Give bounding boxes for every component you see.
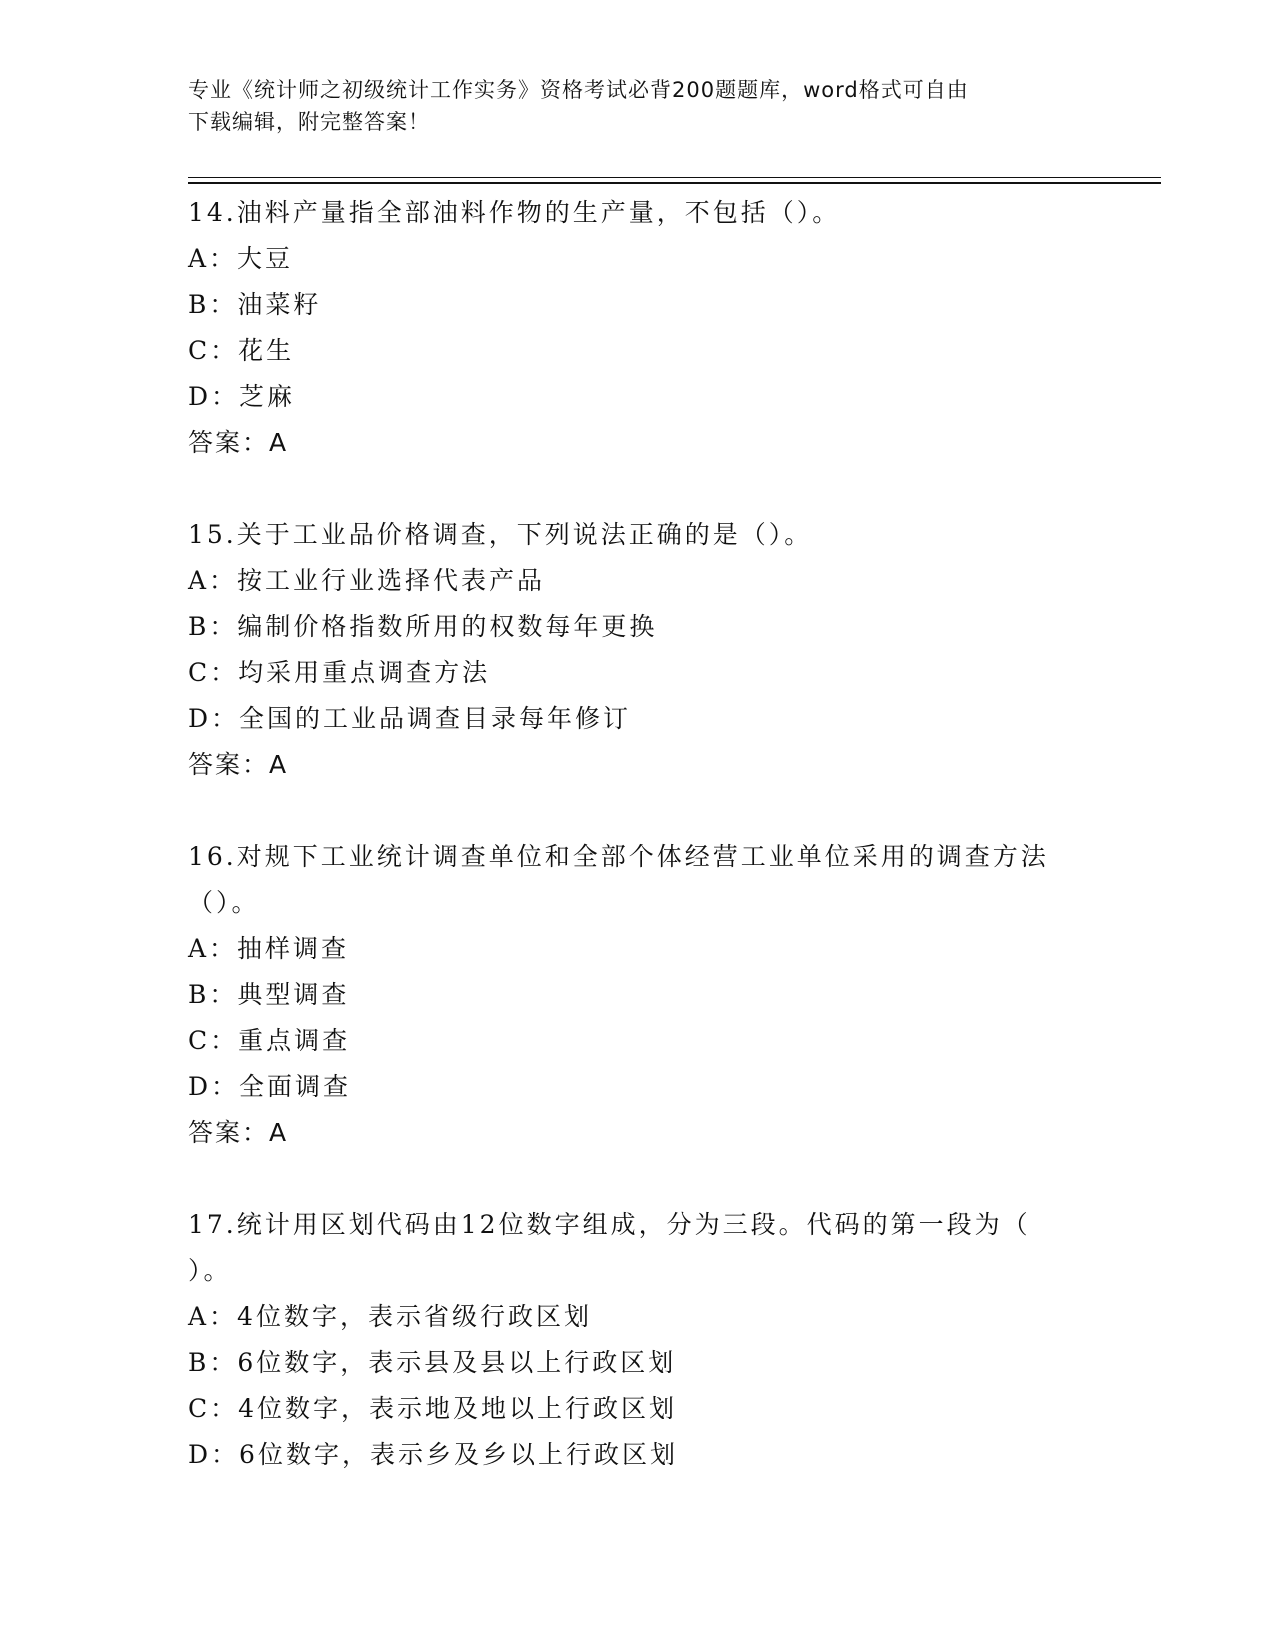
option-c: C：重点调查 — [188, 1026, 351, 1055]
question-stem-line-2: ）。 — [188, 1256, 232, 1285]
option-a: A：按工业行业选择代表产品 — [188, 566, 546, 595]
question-stem-line-1: 16.对规下工业统计调查单位和全部个体经营工业单位采用的调查方法 — [188, 842, 1049, 871]
question-stem-line-2: （）。 — [188, 888, 260, 917]
option-a: A：抽样调查 — [188, 934, 350, 963]
option-b: B：6位数字，表示县及县以上行政区划 — [188, 1348, 677, 1377]
option-d: D：芝麻 — [188, 382, 296, 411]
question-15 — [188, 512, 1088, 788]
option-a: A：4位数字，表示省级行政区划 — [188, 1302, 592, 1331]
header-divider-thick — [188, 182, 1161, 184]
option-d: D：全国的工业品调查目录每年修订 — [188, 704, 632, 733]
question-17 — [188, 1202, 1088, 1478]
option-c: C：花生 — [188, 336, 295, 365]
answer: 答案：A — [188, 750, 289, 779]
option-b: B：油菜籽 — [188, 290, 322, 319]
option-d: D：全面调查 — [188, 1072, 352, 1101]
header-divider-thin — [188, 177, 1161, 178]
question-14 — [188, 190, 1088, 466]
answer: 答案：A — [188, 428, 289, 457]
question-stem: 14.油料产量指全部油料作物的生产量，不包括（）。 — [188, 198, 841, 227]
option-d: D：6位数字，表示乡及乡以上行政区划 — [188, 1440, 678, 1469]
option-c: C：4位数字，表示地及地以上行政区划 — [188, 1394, 678, 1423]
answer: 答案：A — [188, 1118, 289, 1147]
header-line-1: 专业《统计师之初级统计工作实务》资格考试必背200题题库，word格式可自由 — [188, 78, 969, 102]
header-line-2: 下载编辑，附完整答案！ — [188, 110, 430, 134]
document-header — [188, 74, 1068, 138]
option-c: C：均采用重点调查方法 — [188, 658, 491, 687]
question-16 — [188, 834, 1088, 1156]
question-stem: 15.关于工业品价格调查，下列说法正确的是（）。 — [188, 520, 813, 549]
option-b: B：典型调查 — [188, 980, 350, 1009]
option-b: B：编制价格指数所用的权数每年更换 — [188, 612, 658, 641]
option-a: A：大豆 — [188, 244, 294, 273]
question-stem-line-1: 17.统计用区划代码由12位数字组成，分为三段。代码的第一段为（ — [188, 1210, 1031, 1239]
question-list — [188, 190, 1088, 1524]
